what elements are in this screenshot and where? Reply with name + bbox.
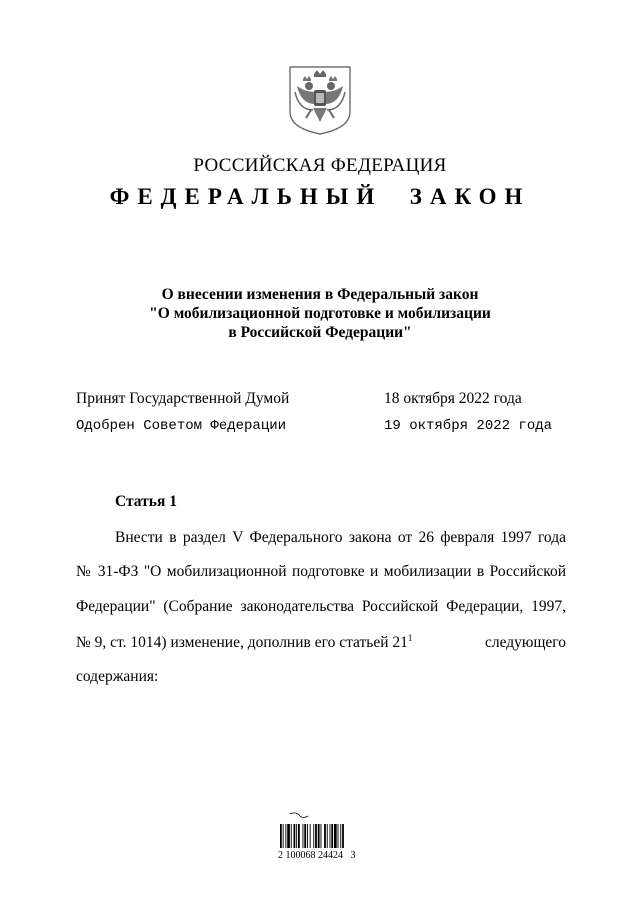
barcode-bar <box>283 824 284 848</box>
council-approval-label: Одобрен Советом Федерации <box>76 418 287 434</box>
law-title-line: в Российской Федерации" <box>228 324 412 341</box>
barcode-bar <box>334 824 337 848</box>
law-type-heading: ФЕДЕРАЛЬНЫЙ ЗАКОН <box>109 184 531 209</box>
barcode-bar <box>304 824 306 848</box>
barcode-bar <box>313 824 314 848</box>
country-heading: РОССИЙСКАЯ ФЕДЕРАЦИЯ <box>193 155 447 176</box>
article-text-fragment: № 9, ст. 1014) изменение, дополнив его статьей $21^1$ <box>76 633 413 651</box>
barcode-bar <box>340 824 341 848</box>
barcode <box>276 812 366 882</box>
barcode-bar <box>318 824 320 848</box>
article-text-line: Внести в раздел V Федерального закона от 26 февраля 1997 года <box>115 529 566 546</box>
law-title-line: "О мобилизационной подготовке и мобилизации <box>149 305 491 322</box>
barcode-bar <box>338 824 339 848</box>
barcode-bar <box>298 824 300 848</box>
duma-adoption-date: 18 октября 2022 года <box>384 390 522 407</box>
barcode-bar <box>321 824 322 848</box>
article-text-line: № 31-ФЗ "О мобилизационной подготовке и мобилизации в Российской <box>76 563 566 580</box>
barcode-bar <box>315 824 317 848</box>
barcode-number: 2 100068 24424 3 <box>278 850 356 861</box>
signature-mark <box>290 813 308 818</box>
barcode-bar <box>294 824 296 848</box>
barcode-bar <box>310 824 311 848</box>
council-approval-date: 19 октября 2022 года <box>384 418 553 434</box>
law-title <box>0 285 640 342</box>
barcode-bar <box>287 824 290 848</box>
article-heading: Статья 1 <box>115 493 177 510</box>
article-text-line-4 <box>76 634 566 652</box>
barcode-bar <box>327 824 328 848</box>
barcode-bar <box>296 824 297 848</box>
coat-of-arms-icon <box>287 64 353 136</box>
barcode-bar <box>303 824 304 848</box>
superscript: 1 <box>407 633 413 643</box>
duma-adoption-label: Принят Государственной Думой <box>76 390 290 407</box>
barcode-bar <box>280 824 282 848</box>
barcode-bar <box>285 824 286 848</box>
barcode-bar <box>342 824 344 848</box>
law-title-line: О внесении изменения в Федеральный закон <box>161 286 479 303</box>
article-text-fragment: следующего <box>484 634 566 651</box>
barcode-bar <box>307 824 308 848</box>
barcode-bar <box>330 824 331 848</box>
article-text-line: содержания: <box>76 668 159 685</box>
barcode-bar <box>324 824 326 848</box>
barcode-bar <box>331 824 333 848</box>
article-text-line: Федерации" (Собрание законодательства Российской Федерации, 1997, <box>76 598 566 615</box>
barcode-bar <box>291 824 292 848</box>
